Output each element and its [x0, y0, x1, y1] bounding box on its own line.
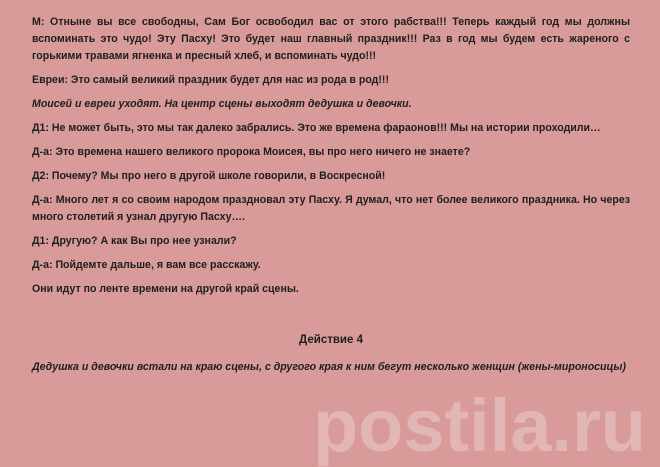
document-body	[32, 14, 630, 383]
paragraph-d1-question: Д1: Другую? А как Вы про нее узнали?	[32, 235, 237, 247]
paragraph-grandpa-other-easter: Д-а: Много лет я со своим народом праздновал эту Пасху. Я думал, что нет более великого праздника. Но через много столетий я узнал другую Пасху….	[32, 194, 630, 223]
stage-direction-myrrhbearers: Дедушка и девочки встали на краю сцены, с другого края к ним бегут несколько женщин (жены-мироносицы)	[32, 361, 626, 373]
paragraph-jews-reply: Евреи: Это самый великий праздник будет для нас из рода в род!!!	[32, 74, 389, 86]
paragraph-grandpa-moses: Д-а: Это времена нашего великого пророка Моисея, вы про него ничего не знаете?	[32, 146, 471, 158]
paragraph-moses-speech: М: Отныне вы все свободны, Сам Бог освободил вас от этого рабства!!! Теперь каждый год мы должны вспоминать это чудо! Эту Пасху! Это будет наш главный праздник!!! Раз в год мы будем есть жареного с горькими травами ягненка и пресный хлеб, и вспоминать чудо!!!	[32, 16, 630, 62]
stage-direction-exit: Моисей и евреи уходят. На центр сцены выходят дедушка и девочки.	[32, 98, 412, 110]
paragraph-d2-sunday-school: Д2: Почему? Мы про него в другой школе говорили, в Воскресной!	[32, 170, 386, 182]
postila-watermark: postila.ru	[312, 384, 646, 467]
stage-direction-timeline: Они идут по ленте времени на другой край сцены.	[32, 283, 299, 295]
paragraph-d1-pharaohs: Д1: Не может быть, это мы так далеко забрались. Это же времена фараонов!!! Мы на истории проходили…	[32, 122, 601, 134]
paragraph-grandpa-lets-go: Д-а: Пойдемте дальше, я вам все расскажу.	[32, 259, 261, 271]
act-heading: Действие 4	[299, 334, 363, 346]
